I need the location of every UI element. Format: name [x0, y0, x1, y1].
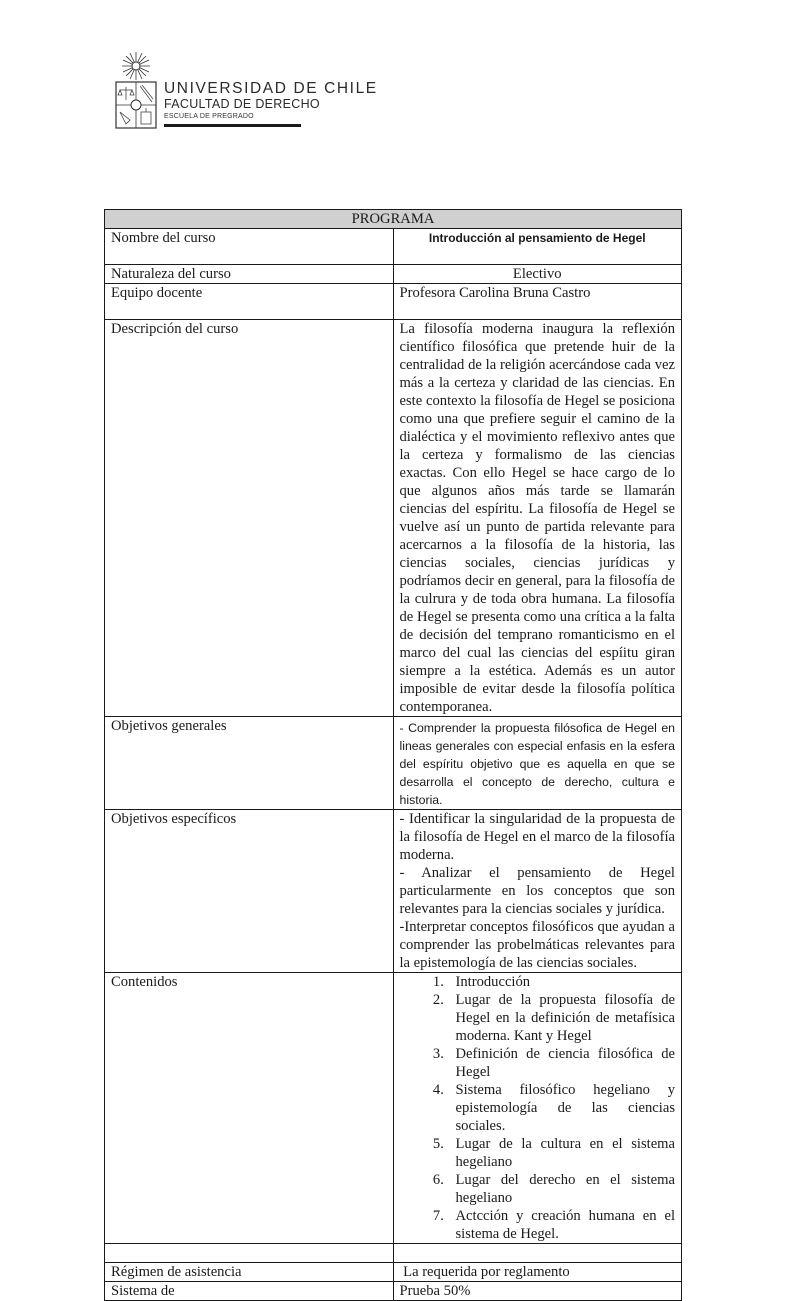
contents-value — [393, 973, 682, 1244]
contents-item: 4. Sistema filosófico hegeliano y epistemología de las ciencias sociales. — [448, 1081, 676, 1135]
specific-objective-item: - Analizar el pensamiento de Hegel particularmente en los conceptos que son relevantes para la ciencias sociales y jurídica. — [399, 865, 675, 917]
course-name: Introducción al pensamiento de Hegel — [428, 231, 646, 245]
row-label: Sistema de — [105, 1282, 394, 1301]
attendance-value: La requerida por reglamento — [393, 1263, 682, 1282]
program-table — [104, 209, 682, 1301]
header-divider — [164, 124, 301, 127]
contents-item: 5. Lugar de la cultura en el sistema hegeliano — [448, 1135, 676, 1171]
course-description-value: La filosofía moderna inaugura la reflexión científico filosófica que pretende huir de la centralidad de la religión acercándose cada vez más a la certeza y claridad de las ciencias. En este contexto la filosofía de Hegel se posiciona como una que prefiere seguir el camino de la dialéctica y el movimiento reflexivo antes que la certeza y formalismo de las ciencias exactas. Con ello Hegel se hace cargo de lo que algunos años más tarde se llamarán ciencias del espíritu. La filosofía de Hegel se vuelve así un punto de partida relevante para acercarnos a la filosofía de la historia, las ciencias sociales, ciencias jurídicas y podríamos decir en general, para la filosofía de la culrura y de toda obra humana. La filosofía de Hegel se presenta como una crítica a la falta de decisión del temprano romanticismo en el marco del cual las ciencias del espíitu giran siempre a la estética. Además es un autor imposible de evitar desde la filosofía política contemporanea. — [393, 320, 682, 717]
row-label: Contenidos — [105, 973, 394, 1244]
row-label: Régimen de asistencia — [105, 1263, 394, 1282]
course-name-value — [393, 229, 682, 265]
contents-item: 6. Lugar del derecho en el sistema hegeliano — [448, 1171, 676, 1207]
contents-item: 1. Introducción — [448, 973, 676, 991]
row-label: Descripción del curso — [105, 320, 394, 717]
university-crest-icon — [114, 50, 158, 130]
course-nature-value: Electivo — [393, 265, 682, 284]
empty-value — [393, 1244, 682, 1263]
table-row-objetivos-generales — [105, 717, 682, 810]
university-name: UNIVERSIDAD DE CHILE — [164, 80, 378, 97]
table-row-nombre — [105, 229, 682, 265]
table-title: PROGRAMA — [105, 210, 682, 229]
faculty-name: FACULTAD DE DERECHO — [164, 97, 320, 111]
contents-item: 2. Lugar de la propuesta filosofía de Hegel en la definición de metafísica moderna. Kant y Hegel — [448, 991, 676, 1045]
teaching-team-value: Profesora Carolina Bruna Castro — [393, 284, 682, 320]
table-row-contenidos — [105, 973, 682, 1244]
table-row-regimen — [105, 1263, 682, 1282]
contents-item: 7. Actcción y creación humana en el sistema de Hegel. — [448, 1207, 676, 1243]
row-label: Objetivos específicos — [105, 810, 394, 973]
table-row-empty — [105, 1244, 682, 1263]
evaluation-value: Prueba 50% — [393, 1282, 682, 1301]
specific-objectives-value — [393, 810, 682, 973]
row-label — [105, 1244, 394, 1263]
table-row-equipo — [105, 284, 682, 320]
table-row-descripcion — [105, 320, 682, 717]
specific-objective-item: -Interpretar conceptos filosóficos que ayudan a comprender las probelmáticas relevantes para la epistemología de las ciencias sociales. — [399, 919, 675, 971]
table-row-objetivos-especificos — [105, 810, 682, 973]
general-objectives-value — [393, 717, 682, 810]
school-name: ESCUELA DE PREGRADO — [164, 113, 254, 120]
row-label: Equipo docente — [105, 284, 394, 320]
table-row-naturaleza — [105, 265, 682, 284]
table-row-sistema — [105, 1282, 682, 1301]
university-logo — [114, 50, 378, 130]
general-objectives-text: - Comprender la propuesta filósofica de Hegel en lineas generales con especial enfasis en la esfera del espíritu objetivo que es aquella en que se desarrolla el concepto de derecho, cultura e historia. — [399, 721, 675, 807]
table-header-row — [105, 210, 682, 229]
row-label: Naturaleza del curso — [105, 265, 394, 284]
contents-list — [400, 973, 676, 1243]
contents-item: 3. Definición de ciencia filosófica de Hegel — [448, 1045, 676, 1081]
row-label: Nombre del curso — [105, 229, 394, 265]
specific-objective-item: - Identificar la singularidad de la propuesta de la filosofía de Hegel en el marco de la filosofía moderna. — [399, 811, 675, 863]
row-label: Objetivos generales — [105, 717, 394, 810]
